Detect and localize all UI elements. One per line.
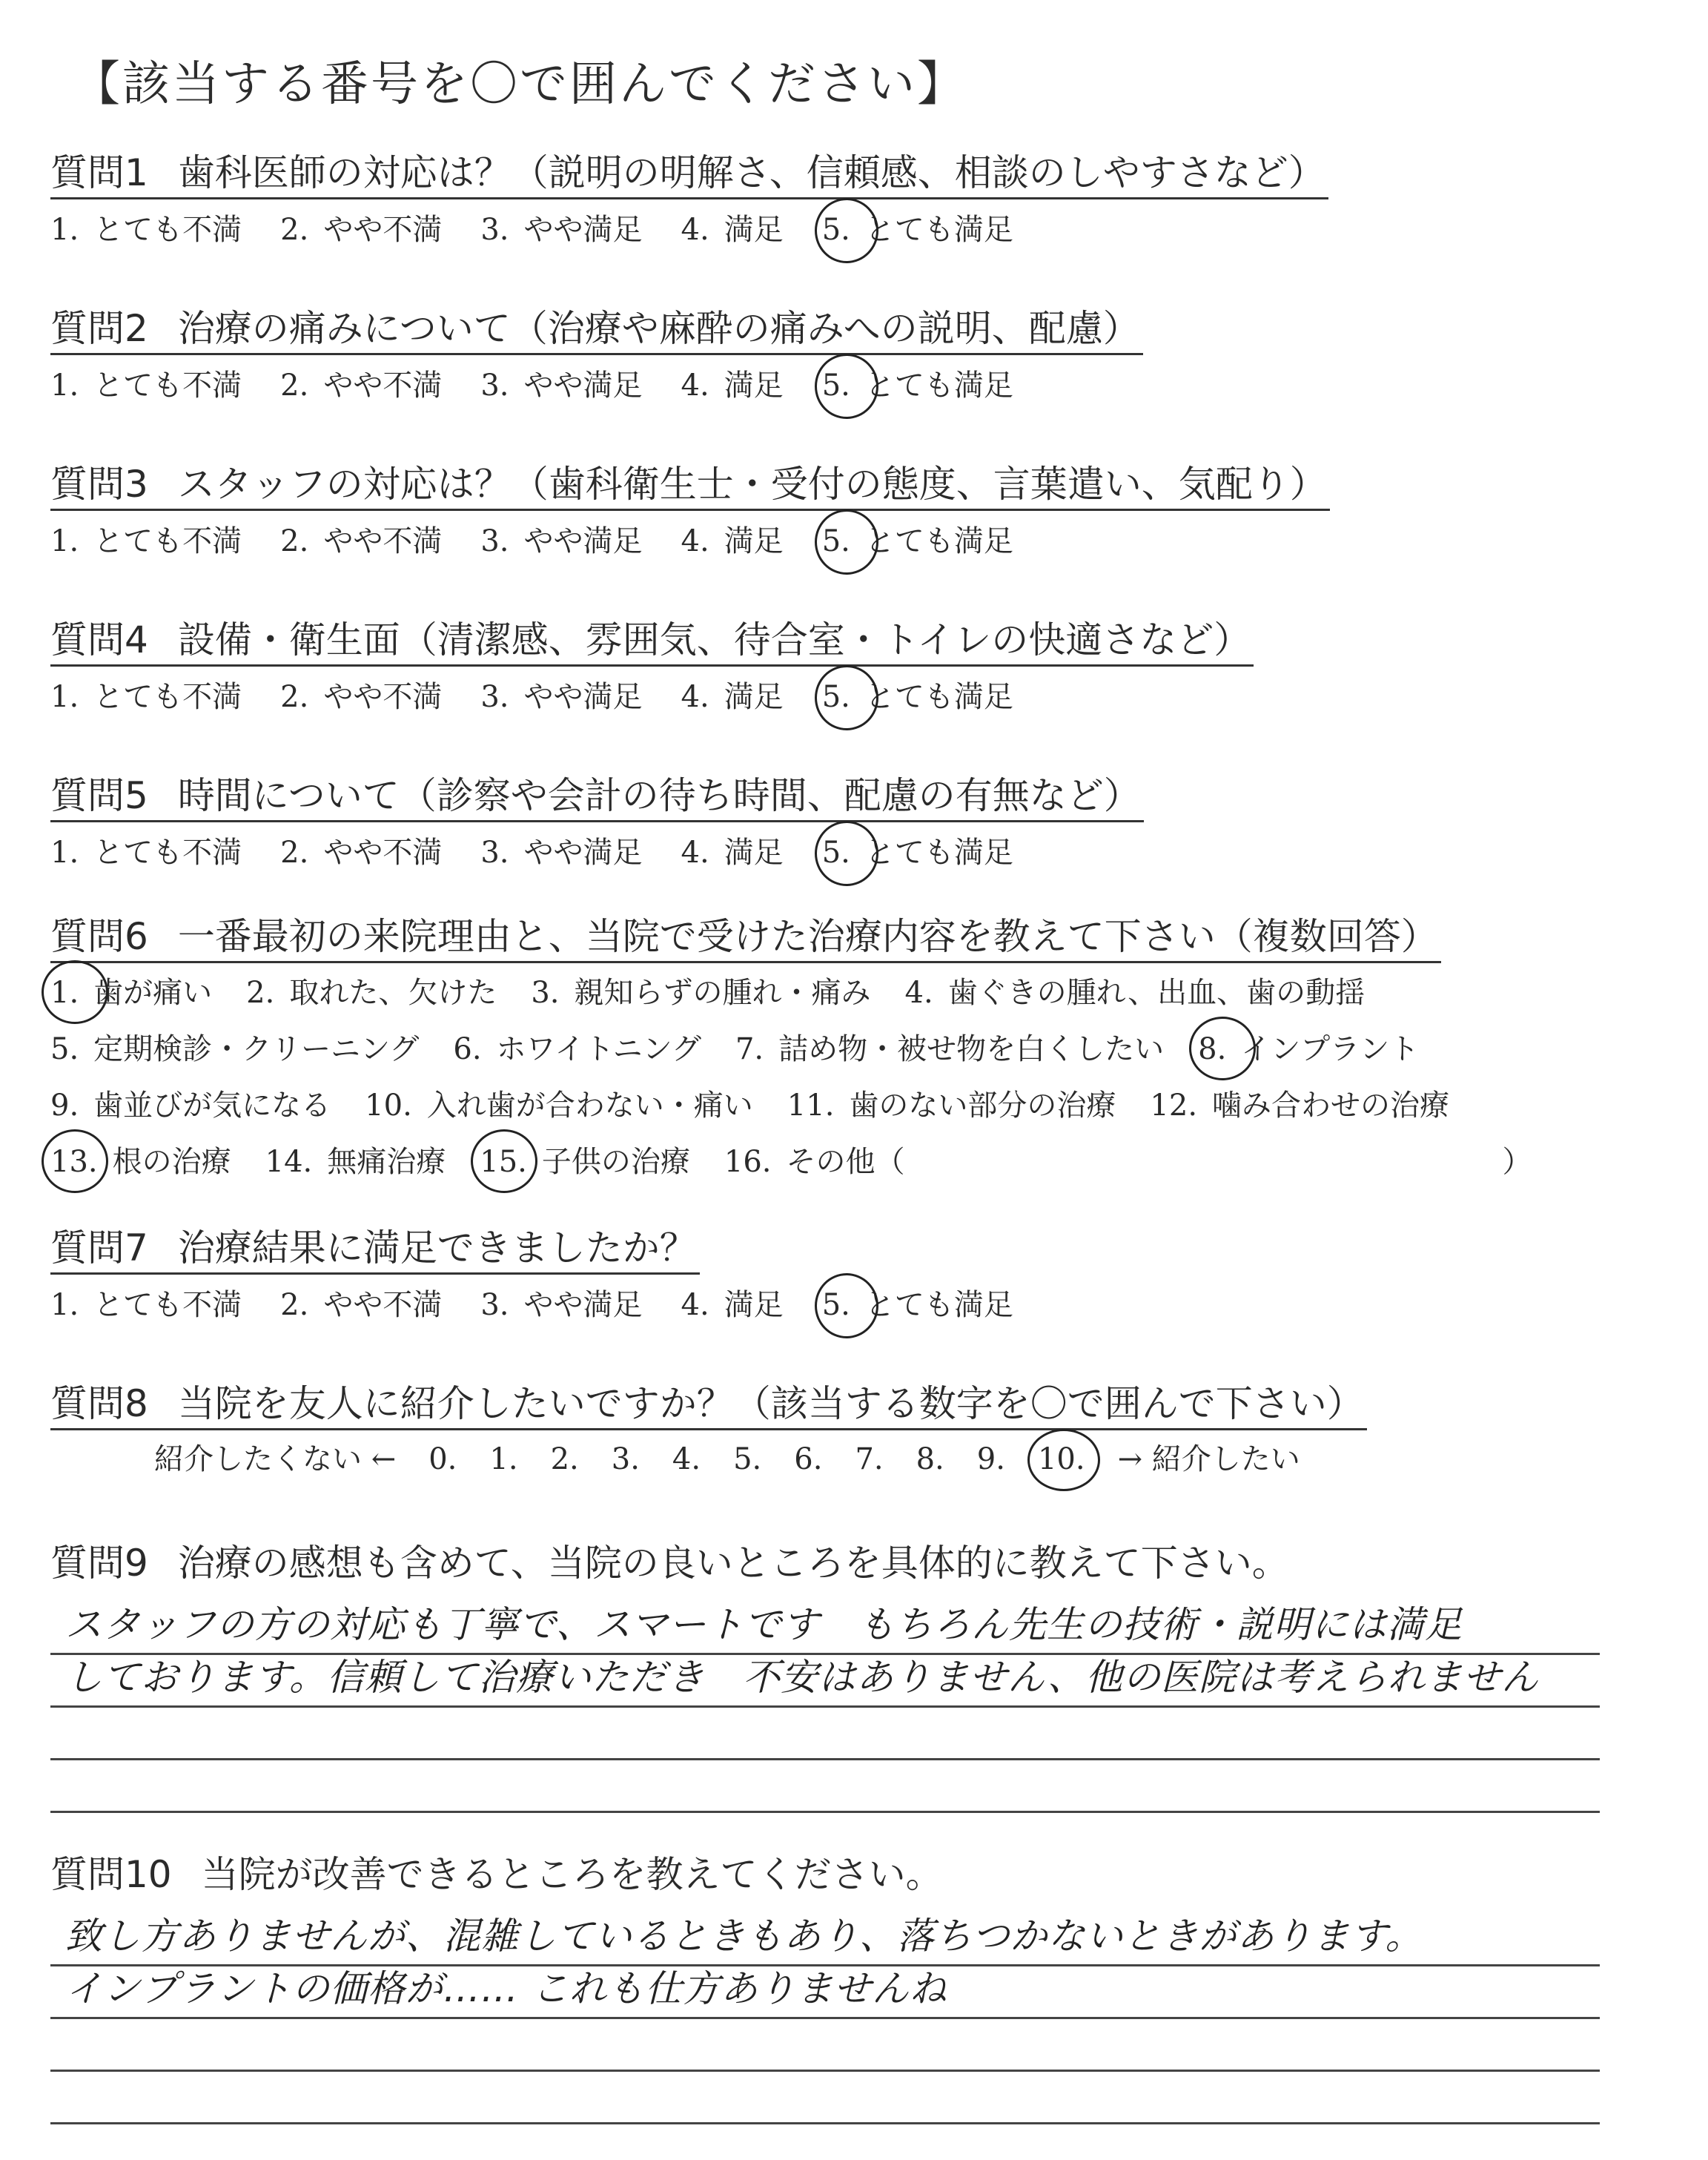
option-label: 子供の治療 [541,1145,690,1179]
option-label: 入れ歯が合わない・痛い [426,1089,753,1123]
question-number: 質問8 [50,1382,148,1425]
option-label: やや満足 [523,836,643,870]
question-4 [50,615,1666,723]
question-4-title [50,615,1254,667]
answer-lines [50,1602,1600,1813]
question-text: スタッフの対応は？（歯科衛生士・受付の態度、言葉遣い、気配り） [177,463,1327,506]
answer-option[interactable] [50,671,242,723]
option-number: 4. [904,976,933,1010]
option-number: 5. [821,213,850,247]
option-label: やや不満 [323,1288,443,1322]
recommend-scale [154,1433,1666,1485]
question-text: 一番最初の来院理由と、当院で受けた治療内容を教えて下さい（複数回答） [177,915,1438,958]
option-number: 3. [480,836,509,870]
option-number: 12. [1150,1089,1198,1123]
question-3-title [50,460,1330,511]
option-label: とても不満 [93,213,242,247]
question-number: 質問5 [50,774,148,817]
option-label: 定期検診・クリーニング [93,1032,420,1066]
option-number: 1. [50,213,79,247]
option-number: 4. [681,369,709,403]
instruction-header: 【該当する番号を〇で囲んでください】 [73,57,967,112]
option-number: 2. [280,213,309,247]
option-number: 1. [50,369,79,403]
answer-option[interactable] [50,360,242,412]
question-8-title [50,1379,1367,1430]
option-label: とても不満 [93,524,242,558]
option-number: 3. [480,524,509,558]
answer-option[interactable] [280,827,442,879]
option-number: 8. [1198,1032,1227,1066]
option-label: やや不満 [323,524,443,558]
answer-option[interactable] [822,1279,1013,1331]
question-text: 歯科医師の対応は？（説明の明解さ、信頼感、相談のしやすさなど） [177,151,1325,194]
question-text: 当院を友人に紹介したいですか？（該当する数字を〇で囲んで下さい） [177,1382,1364,1425]
answer-option[interactable] [280,515,442,567]
question-8 [50,1379,1666,1485]
option-number: 3. [480,213,509,247]
answer-option[interactable] [50,1135,231,1189]
option-label: やや不満 [323,680,443,714]
answer-option[interactable] [822,671,1013,723]
answer-options [50,515,1666,567]
option-number: 1. [50,836,79,870]
question-9 [50,1539,1666,1813]
question-7-title [50,1223,700,1275]
question-text: 時間について（診察や会計の待ち時間、配慮の有無など） [177,774,1141,817]
answer-option[interactable] [822,515,1013,567]
question-10 [50,1850,1666,2124]
answer-option[interactable] [50,515,242,567]
option-number: 4. [681,213,709,247]
option-number: 3. [480,1288,509,1322]
option-label: やや満足 [523,1288,643,1322]
question-2-title [50,304,1143,355]
option-row [50,966,1666,1020]
answer-option[interactable] [681,671,784,723]
option-number: 5. [821,369,850,403]
answer-option[interactable] [50,966,212,1020]
option-number: 3. [480,680,509,714]
question-9-title [50,1539,1292,1588]
option-label: 無痛治療 [327,1145,446,1179]
handwritten-answer: 致し方ありませんが、混雑しているときもあり、落ちつかないときがあります。 [65,1915,1423,1958]
scale-number[interactable]: 6. [794,1442,823,1476]
option-number: 6. [453,1032,482,1066]
answer-option[interactable] [480,1135,690,1189]
option-label: とても満足 [864,836,1013,870]
question-2 [50,304,1666,412]
option-row [50,1079,1666,1132]
option-label: やや満足 [523,524,643,558]
handwritten-circle [1027,1429,1100,1491]
option-number: 4. [681,1288,709,1322]
option-label: とても不満 [93,680,242,714]
answer-option[interactable] [453,1023,701,1076]
option-label: やや不満 [323,369,443,403]
option-label: やや不満 [323,836,443,870]
scale-number[interactable]: 3. [611,1442,640,1476]
handwritten-answer: しております。信頼して治療いただき 不安はありません、他の医院は考えられません [65,1656,1539,1699]
answer-option[interactable] [265,1135,446,1189]
answer-option[interactable] [681,515,784,567]
option-label: とても満足 [864,524,1013,558]
answer-option[interactable] [905,966,1366,1020]
option-number: 3. [480,369,509,403]
question-10-title [50,1850,946,1899]
answer-option[interactable] [480,360,642,412]
answer-line[interactable] [50,1760,1600,1813]
answer-line[interactable] [50,2072,1600,2124]
option-number: 2. [280,680,309,714]
question-6-title [50,912,1441,963]
question-1-title [50,148,1328,199]
option-number: 11. [787,1089,835,1123]
option-number: 1. [50,680,79,714]
answer-option[interactable] [822,827,1013,879]
answer-option[interactable] [1198,1023,1419,1076]
option-label: 満足 [724,1288,784,1322]
option-label: やや満足 [523,369,643,403]
handwritten-answer: インプラントの価格が…… これも仕方ありませんね [65,1967,947,2010]
option-number: 1. [50,1288,79,1322]
answer-line[interactable] [50,1966,1600,2019]
close-paren: ） [1502,1145,1532,1179]
question-number: 質問4 [50,618,148,661]
answer-option[interactable] [50,1023,419,1076]
answer-options [50,204,1666,256]
answer-option[interactable] [822,204,1013,256]
answer-option[interactable] [480,515,642,567]
option-number: 4. [681,524,709,558]
question-number: 質問2 [50,307,148,350]
question-number: 質問1 [50,151,148,194]
scale-number[interactable]: 9. [976,1442,1005,1476]
option-number: 2. [280,836,309,870]
question-number: 質問10 [50,1853,172,1896]
scale-number[interactable]: 8. [916,1442,944,1476]
option-number: 4. [681,680,709,714]
question-6 [50,912,1666,1189]
question-text: 当院が改善できるところを教えてください。 [201,1853,943,1896]
question-text: 治療結果に満足できましたか？ [177,1226,697,1269]
answer-option[interactable] [480,671,642,723]
option-number: 2. [280,369,309,403]
option-label: 親知らずの腫れ・痛み [574,976,871,1010]
answer-options [50,1279,1666,1331]
option-number: 5. [821,524,850,558]
question-number: 質問7 [50,1226,148,1269]
option-label: やや不満 [323,213,443,247]
option-label: 満足 [724,680,784,714]
question-1 [50,148,1666,256]
scale-number[interactable]: 10. [1038,1433,1085,1485]
answer-options [50,671,1666,723]
answer-option[interactable] [822,360,1013,412]
option-label: 取れた、欠けた [289,976,497,1010]
question-text: 設備・衛生面（清潔感、雰囲気、待合室・トイレの快適さなど） [177,618,1251,661]
handwritten-answer: スタッフの方の対応も丁寧で、スマートです もちろん先生の技術・説明には満足 [65,1603,1463,1646]
option-number: 2. [246,976,275,1010]
answer-option[interactable] [50,827,242,879]
answer-option[interactable] [480,204,642,256]
question-number: 質問6 [50,915,148,958]
option-label: とても不満 [93,369,242,403]
option-row [50,1023,1666,1076]
scale-number[interactable]: 5. [733,1442,762,1476]
option-label: とても満足 [864,369,1013,403]
question-7 [50,1223,1666,1331]
answer-line[interactable] [50,2019,1600,2072]
option-number: 15. [480,1145,527,1179]
answer-option[interactable] [280,671,442,723]
scale-number[interactable]: 7. [855,1442,884,1476]
scale-left-label: 紹介したくない ← [154,1442,397,1476]
scale-number[interactable]: 4. [672,1442,701,1476]
option-number: 13. [50,1145,98,1179]
option-number: 2. [280,1288,309,1322]
option-label: 満足 [724,524,784,558]
answer-option[interactable] [280,1279,442,1331]
answer-option[interactable] [50,1279,242,1331]
answer-option[interactable] [1150,1079,1449,1132]
option-label: 満足 [724,369,784,403]
question-text: 治療の痛みについて（治療や麻酔の痛みへの説明、配慮） [177,307,1140,350]
answer-option[interactable] [480,827,642,879]
option-label: とても満足 [864,680,1013,714]
option-number: 9. [50,1089,79,1123]
answer-option[interactable] [735,1023,1164,1076]
question-text: 治療の感想も含めて、当院の良いところを具体的に教えて下さい。 [177,1542,1289,1585]
option-number: 16. [724,1145,772,1179]
answer-option[interactable] [681,360,784,412]
option-label: とても満足 [864,1288,1013,1322]
answer-options [50,827,1666,879]
answer-lines [50,1914,1600,2124]
answer-option[interactable] [681,1279,784,1331]
option-label: やや満足 [523,213,643,247]
option-number: 5. [821,1288,850,1322]
option-label: 根の治療 [112,1145,231,1179]
option-number: 5. [821,680,850,714]
option-label: 歯が痛い [93,976,213,1010]
answer-option[interactable] [681,827,784,879]
option-number: 2. [280,524,309,558]
option-label: その他（ [786,1145,905,1179]
option-label: 満足 [724,836,784,870]
scale-right-label: → 紹介したい [1117,1442,1300,1476]
answer-line[interactable] [50,1655,1600,1708]
option-label: とても不満 [93,1288,242,1322]
option-label: インプラント [1241,1032,1420,1066]
answer-option[interactable] [531,966,870,1020]
question-number: 質問3 [50,463,148,506]
answer-option[interactable] [280,204,442,256]
option-number: 1. [50,524,79,558]
option-label: 満足 [724,213,784,247]
option-label: やや満足 [523,680,643,714]
question-3 [50,460,1666,567]
scale-number[interactable]: 2. [550,1442,579,1476]
option-number: 3. [531,976,560,1010]
option-row [50,1135,1666,1189]
option-label: 歯ぐきの腫れ、出血、歯の動揺 [947,976,1366,1010]
answer-option[interactable] [724,1135,905,1189]
answer-option[interactable] [365,1079,753,1132]
question-5 [50,771,1666,879]
option-number: 10. [365,1089,412,1123]
answer-option[interactable] [50,1079,331,1132]
question-5-title [50,771,1144,822]
option-number: 7. [735,1032,764,1066]
option-number: 14. [265,1145,313,1179]
answer-option[interactable] [787,1079,1116,1132]
answer-option[interactable] [50,204,242,256]
scale-number[interactable]: 1. [489,1442,518,1476]
answer-option[interactable] [280,360,442,412]
option-label: ホワイトニング [496,1032,701,1066]
scale-number[interactable]: 0. [428,1442,457,1476]
option-number: 1. [50,976,79,1010]
option-number: 4. [681,836,709,870]
question-number: 質問9 [50,1542,148,1585]
option-label: 歯並びが気になる [93,1089,331,1123]
answer-options [50,360,1666,412]
answer-option[interactable] [681,204,784,256]
option-label: 歯のない部分の治療 [849,1089,1116,1123]
option-label: 詰め物・被せ物を白くしたい [778,1032,1165,1066]
option-label: とても不満 [93,836,242,870]
answer-option[interactable] [246,966,497,1020]
answer-option[interactable] [480,1279,642,1331]
option-number: 5. [50,1032,79,1066]
answer-line[interactable] [50,1708,1600,1760]
option-number: 5. [821,836,850,870]
option-label: 噛み合わせの治療 [1212,1089,1450,1123]
option-label: とても満足 [864,213,1013,247]
